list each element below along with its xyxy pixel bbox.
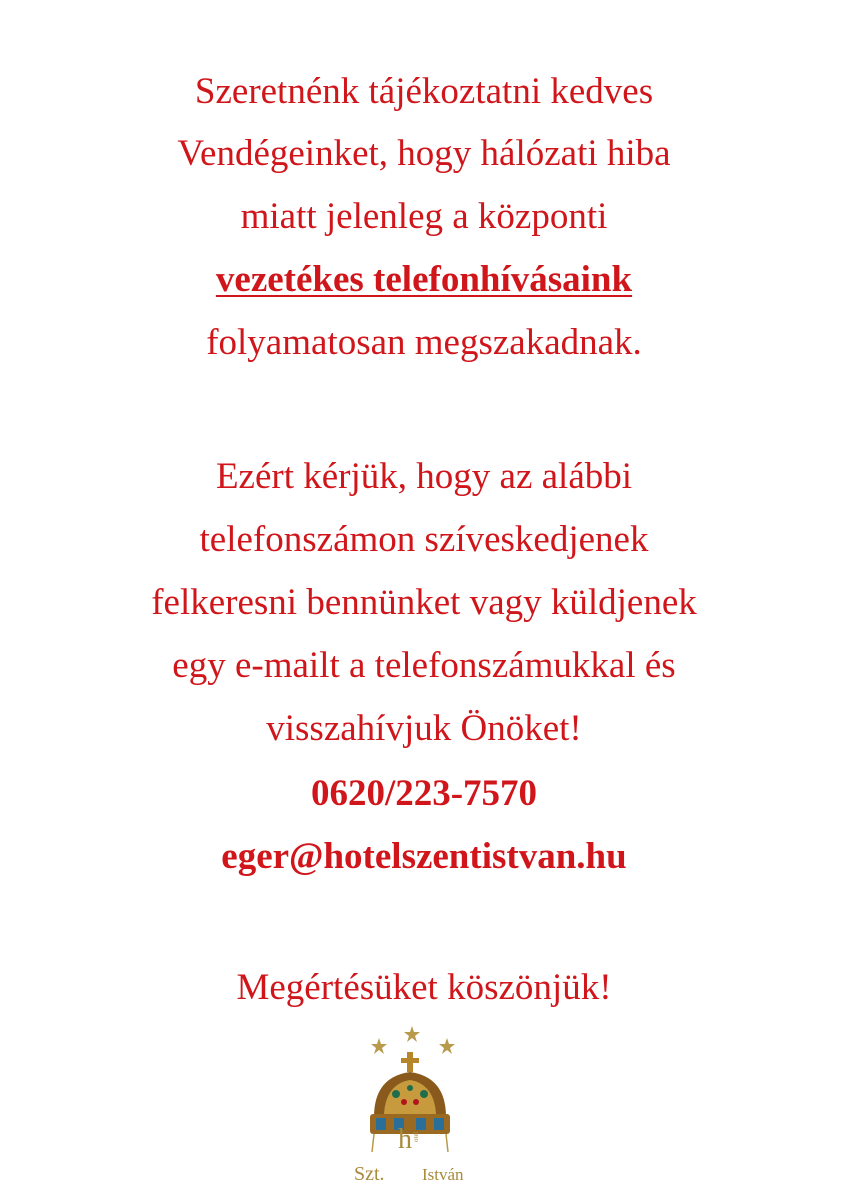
logo-small-text: otel — [412, 1131, 420, 1142]
notice-line-4-emphasis — [0, 258, 848, 302]
notice-line-5: folyamatosan megszakadnak. — [206, 322, 642, 363]
notice-line-2: Vendégeinket, hogy hálózati hiba — [177, 133, 671, 174]
notice-line-10: visszahívjuk Önöket! — [266, 708, 582, 749]
hotel-logo — [344, 1022, 504, 1192]
crown-logo-icon — [344, 1022, 504, 1192]
logo-name-part2: István — [422, 1165, 464, 1184]
phone-number: 0620/223-7570 — [310, 773, 538, 814]
svg-text:h: h — [398, 1124, 412, 1155]
notice-line-7: telefonszámon szíveskedjenek — [199, 519, 649, 560]
notice-line-8: felkeresni bennünket vagy küldjenek — [151, 582, 697, 623]
notice-line-6: Ezért kérjük, hogy az alábbi — [215, 456, 633, 497]
emphasis-text: vezetékes telefonhívásaink — [215, 259, 633, 300]
notice-line-3: miatt jelenleg a központi — [240, 196, 608, 237]
logo-name-part1: Szt. — [354, 1163, 385, 1185]
closing-line: Megértésüket köszönjük! — [236, 967, 612, 1008]
email-address: eger@hotelszentistvan.hu — [221, 836, 627, 877]
notice-line-9: egy e-mailt a telefonszámukkal és — [172, 645, 676, 686]
notice-line-1: Szeretnénk tájékoztatni kedves — [194, 71, 654, 112]
